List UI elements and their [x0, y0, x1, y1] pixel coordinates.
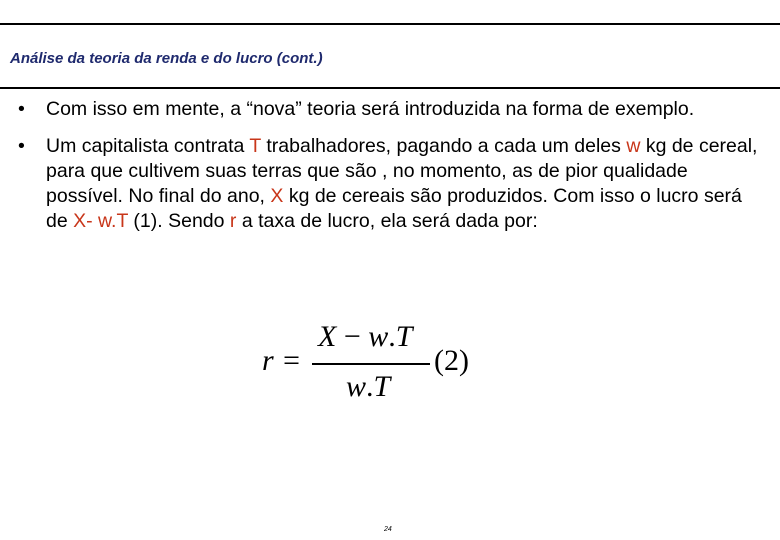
bullet-text-segment: Um capitalista contrata [46, 135, 250, 157]
formula-denominator [346, 370, 390, 404]
bullet-item [18, 97, 763, 122]
title-underline [0, 87, 780, 89]
num-t: T [395, 320, 413, 353]
formula-lhs: r = [262, 344, 302, 377]
variable-X: X [270, 185, 284, 207]
den-dot: . [366, 370, 374, 403]
bullet-marker: • [18, 98, 25, 120]
variable-T: T [249, 135, 261, 157]
bullet-text-segment: trabalhadores, pagando a cada um deles [260, 135, 627, 157]
bullet-text-segment: a taxa de lucro, ela será dada por: [236, 210, 538, 232]
den-t: T [373, 370, 391, 403]
page-number: 24 [384, 526, 392, 533]
slide-title: Análise da teoria da renda e do lucro (cont.) [10, 50, 323, 67]
num-op: − [336, 320, 369, 353]
variable-w: w [626, 135, 641, 157]
bullet-text-segment: (1). Sendo [128, 210, 230, 232]
bullet-list [18, 97, 763, 246]
bullet-marker: • [18, 135, 25, 157]
fraction-bar [312, 363, 430, 365]
profit-expression: X- w.T [73, 210, 129, 232]
den-w: w [346, 370, 367, 403]
num-w: w [368, 320, 389, 353]
variable-r: r [229, 210, 237, 232]
bullet-text: Com isso em mente, a “nova” teoria será introduzida na forma de exemplo. [46, 98, 695, 120]
bullet-text-segment: kg de cereal, para que cultivem suas terras que são , no momento, as de pior qualidade possível. No final do ano, [46, 135, 758, 207]
profit-rate-formula [262, 320, 482, 405]
num-x: X [318, 320, 337, 353]
formula-numerator [318, 320, 412, 354]
num-dot: . [388, 320, 396, 353]
top-rule [0, 23, 780, 25]
bullet-text-segment: kg de cereais são produzidos. Com isso o lucro será de [46, 185, 742, 232]
bullet-item [18, 134, 763, 234]
equation-number: (2) [434, 344, 469, 377]
